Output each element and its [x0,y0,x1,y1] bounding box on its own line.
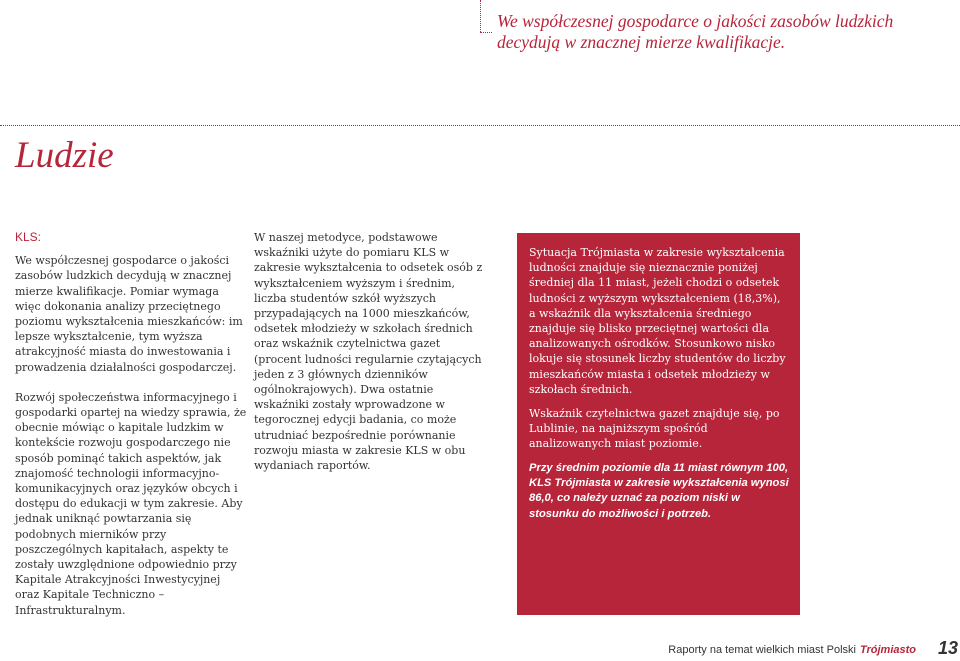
quote-divider-horizontal [480,32,492,34]
panel-emphasis: Przy średnim poziomie dla 11 miast równym 100, KLS Trójmiasta w zakresie wykształcenia wynosi 86,0, co należy uznać za poziom niski w stosunku do możliwości i potrzeb. [529,461,789,520]
page-number: 13 [937,638,958,658]
kls-label: KLS: [15,230,42,244]
footer-report-title: Raporty na temat wielkich miast Polski [668,644,856,656]
paragraph: W naszej metodyce, podstawowe wskaźniki użyte do pomiaru KLS w zakresie wykształcenia to odsetek osób z wykształceniem wyższym i średnim, liczba studentów szkół wyższych przypadających na 1000 mieszkańców, odsetek młodzieży w szkołach średnich oraz wskaźnik czytelnictwa gazet (procent ludności regularnie czytających jeden z 3 głównych dzienników ogólnokrajowych). Dwa ostatnie wskaźniki zostały wprowadzone w tegorocznej edycji badania, co może utrudniać bezpośrednie porównanie rozwoju miasta w zakresie KLS w obu wydaniach raportów. [254,231,483,473]
pull-quote [480,0,960,62]
quote-divider-vertical [480,0,482,32]
footer-text [668,644,916,656]
paragraph: We współczesnej gospodarce o jakości zasobów ludzkich decydują w znacznej mierze kwalifikacje. Pomiar wymaga więc dokonania analizy przeciętnego poziomu wykształcenia mieszkańców: im lepsze wykształcenie, tym wyższa atrakcyjność miasta do inwestowania i prowadzenia działalności gospodarczej. [15,254,243,374]
section-rule [0,125,960,126]
highlight-panel [517,233,800,615]
footer-city: Trójmiasto [859,644,916,656]
paragraph: Rozwój społeczeństwa informacyjnego i gospodarki opartej na wiedzy sprawia, że obecnie mówiąc o kapitale ludzkim w kontekście rozwoju gospodarczego nie sposób pominąć takich aspektów, jak znajomość technologii informacyjno-komunikacyjnych oraz języków obcych i dostępu do edukacji w tym zakresie. Aby jednak uniknąć powtarzania się podobnych mierników przy poszczególnych kapitałach, aspekty te zostały uwzględnione odpowiednio przy Kapitale Atrakcyjności Inwestycyjnej oraz Kapitale Techniczno – Infrastrukturalnym. [15,390,247,617]
pull-quote-text: We współczesnej gospodarce o jakości zasobów ludzkich decydują w znacznej mierze kwalifikacje. [497,11,894,52]
panel-paragraph: Sytuacja Trójmiasta w zakresie wykształcenia ludności znajduje się nieznacznie poniżej średniej dla 11 miast, jeżeli chodzi o odsetek ludności z wyższym wykształceniem (18,3%), a wskaźnik dla wykształcenia średniego znajduje się blisko przeciętnej wartości dla analizowanych ośrodków. Stosunkowo nisko lokuje się stosunek liczby studentów do liczby mieszkańców miasta i odsetek młodzieży w szkołach średnich. [529,246,786,396]
page-footer [600,638,960,661]
panel-paragraph: Wskaźnik czytelnictwa gazet znajduje się, po Lublinie, na najniższym spośród analizowanych miast poziomie. [529,407,780,451]
text-column-left [15,230,247,633]
section-title: Ludzie [15,135,114,176]
text-column-middle [254,230,490,488]
